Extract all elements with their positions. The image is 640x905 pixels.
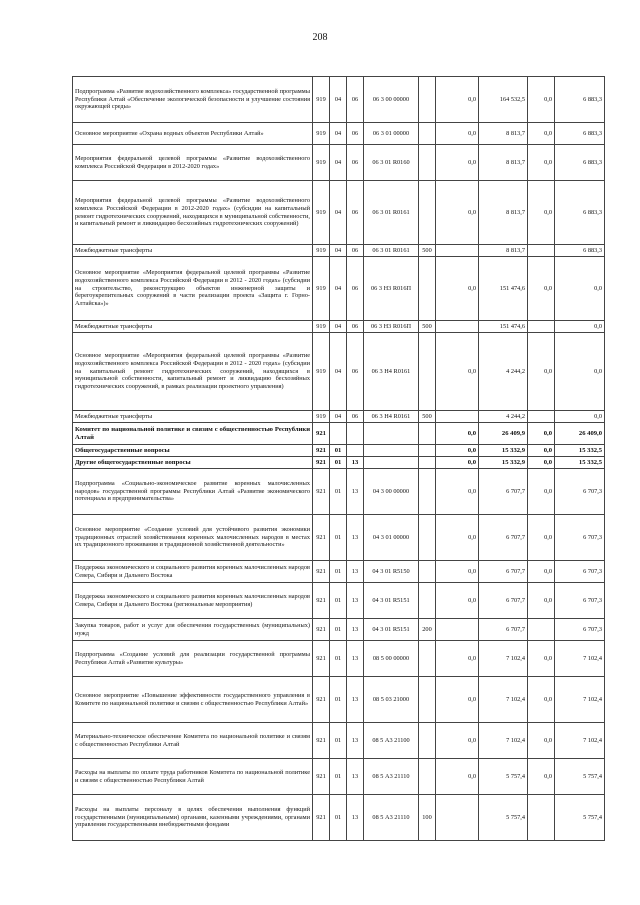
amount-col-4: 15 332,5 xyxy=(555,457,605,469)
amount-col-2: 26 409,9 xyxy=(479,423,528,445)
amount-col-1: 0,0 xyxy=(436,583,479,619)
amount-col-1: 0,0 xyxy=(436,123,479,145)
table-row xyxy=(73,181,605,245)
table-row xyxy=(73,245,605,257)
table-row xyxy=(73,515,605,561)
section-code: 04 xyxy=(330,257,347,321)
amount-col-4: 5 757,4 xyxy=(555,795,605,841)
budget-table xyxy=(72,76,605,841)
amount-col-2: 5 757,4 xyxy=(479,795,528,841)
grbs-code: 919 xyxy=(313,181,330,245)
expense-type-code xyxy=(419,677,436,723)
subsection-code: 13 xyxy=(347,469,364,515)
amount-col-3 xyxy=(528,411,555,423)
target-article-code: 06 3 Н3 R016П xyxy=(364,257,419,321)
amount-col-1: 0,0 xyxy=(436,759,479,795)
row-name: Межбюджетные трансферты xyxy=(73,321,313,333)
row-name: Общегосударственные вопросы xyxy=(73,445,313,457)
amount-col-4: 6 707,3 xyxy=(555,561,605,583)
expense-type-code xyxy=(419,423,436,445)
grbs-code: 921 xyxy=(313,795,330,841)
amount-col-1 xyxy=(436,795,479,841)
section-code: 01 xyxy=(330,515,347,561)
target-article-code: 08 5 03 21000 xyxy=(364,677,419,723)
amount-col-4: 5 757,4 xyxy=(555,759,605,795)
target-article-code: 06 3 01 00000 xyxy=(364,123,419,145)
target-article-code xyxy=(364,423,419,445)
row-name: Подпрограмма «Социально-экономическое развитие коренных малочисленных народов» государственной программы Республики Алтай «Развитие экономического потенциала и предпринимательства» xyxy=(73,469,313,515)
amount-col-2: 7 102,4 xyxy=(479,641,528,677)
amount-col-3: 0,0 xyxy=(528,723,555,759)
subsection-code: 13 xyxy=(347,561,364,583)
amount-col-1: 0,0 xyxy=(436,469,479,515)
amount-col-1: 0,0 xyxy=(436,515,479,561)
expense-type-code xyxy=(419,257,436,321)
row-name: Закупка товаров, работ и услуг для обеспечения государственных (муниципальных) нужд xyxy=(73,619,313,641)
amount-col-2: 15 332,9 xyxy=(479,457,528,469)
subsection-code: 06 xyxy=(347,333,364,411)
grbs-code: 921 xyxy=(313,619,330,641)
subsection-code: 13 xyxy=(347,619,364,641)
amount-col-2: 6 707,7 xyxy=(479,469,528,515)
amount-col-3: 0,0 xyxy=(528,423,555,445)
amount-col-4: 6 707,3 xyxy=(555,469,605,515)
section-code: 01 xyxy=(330,583,347,619)
grbs-code: 919 xyxy=(313,333,330,411)
section-code: 04 xyxy=(330,333,347,411)
amount-col-2: 8 813,7 xyxy=(479,245,528,257)
amount-col-3 xyxy=(528,245,555,257)
table-row xyxy=(73,411,605,423)
grbs-code: 921 xyxy=(313,561,330,583)
subsection-code: 13 xyxy=(347,583,364,619)
section-code: 01 xyxy=(330,619,347,641)
section-code: 04 xyxy=(330,77,347,123)
row-name: Основное мероприятие «Мероприятия федеральной целевой программы «Развитие водохозяйственного комплекса Российской Федерации в 2012 - 2020 годах» (субсидии на строительство, реконструкцию объектов инженерной защиты и берегоукрепительных сооружений в части реализации проекта «Защита г. Горно-Алтайска»)» xyxy=(73,257,313,321)
page-number: 208 xyxy=(312,32,328,43)
amount-col-2: 6 707,7 xyxy=(479,619,528,641)
amount-col-2: 6 707,7 xyxy=(479,515,528,561)
amount-col-4: 6 883,3 xyxy=(555,181,605,245)
amount-col-4: 26 409,0 xyxy=(555,423,605,445)
expense-type-code xyxy=(419,123,436,145)
subsection-code: 06 xyxy=(347,181,364,245)
amount-col-3: 0,0 xyxy=(528,583,555,619)
expense-type-code: 500 xyxy=(419,321,436,333)
table-row xyxy=(73,445,605,457)
amount-col-1: 0,0 xyxy=(436,445,479,457)
table-row xyxy=(73,641,605,677)
amount-col-3: 0,0 xyxy=(528,759,555,795)
grbs-code: 919 xyxy=(313,245,330,257)
grbs-code: 921 xyxy=(313,469,330,515)
amount-col-3: 0,0 xyxy=(528,677,555,723)
amount-col-4: 0,0 xyxy=(555,333,605,411)
target-article-code: 06 3 01 R0161 xyxy=(364,181,419,245)
subsection-code: 06 xyxy=(347,77,364,123)
expense-type-code: 100 xyxy=(419,795,436,841)
section-code: 04 xyxy=(330,181,347,245)
amount-col-3: 0,0 xyxy=(528,445,555,457)
amount-col-2: 4 244,2 xyxy=(479,411,528,423)
target-article-code xyxy=(364,445,419,457)
row-name: Мероприятия федеральной целевой программы «Развитие водохозяйственного комплекса Российской Федерации в 2012-2020 годах» (субсидии на капитальный ремонт гидротехнических сооружений, находящихся в муниципальной собственности, и капитальный ремонт и ликвидацию бесхозяйных гидротехнических сооружений) xyxy=(73,181,313,245)
subsection-code: 06 xyxy=(347,145,364,181)
amount-col-3 xyxy=(528,795,555,841)
grbs-code: 921 xyxy=(313,759,330,795)
table-row xyxy=(73,759,605,795)
amount-col-2: 8 813,7 xyxy=(479,181,528,245)
amount-col-1: 0,0 xyxy=(436,333,479,411)
amount-col-2: 5 757,4 xyxy=(479,759,528,795)
amount-col-1: 0,0 xyxy=(436,77,479,123)
row-name: Поддержка экономического и социального развития коренных малочисленных народов Севера, Сибири и Дальнего Востока xyxy=(73,561,313,583)
grbs-code: 921 xyxy=(313,583,330,619)
table-row xyxy=(73,619,605,641)
grbs-code: 919 xyxy=(313,123,330,145)
amount-col-2: 151 474,6 xyxy=(479,321,528,333)
amount-col-3: 0,0 xyxy=(528,257,555,321)
row-name: Основное мероприятие «Мероприятия федеральной целевой программы «Развитие водохозяйственного комплекса Российской Федерации в 2012 - 2020 годах» (субсидии на капитальный ремонт гидротехнических сооружений, находящихся в муниципальной собственности, капитальный ремонт и ликвидацию бесхозяйных гидротехнических сооружений, в рамках реализации проектного управления) xyxy=(73,333,313,411)
target-article-code: 08 5 А3 21110 xyxy=(364,759,419,795)
expense-type-code xyxy=(419,723,436,759)
subsection-code: 06 xyxy=(347,257,364,321)
row-name: Основное мероприятие «Повышение эффективности государственного управления в Комитете по национальной политике и связям с общественностью Республики Алтай» xyxy=(73,677,313,723)
expense-type-code xyxy=(419,469,436,515)
section-code: 01 xyxy=(330,677,347,723)
table-row xyxy=(73,321,605,333)
grbs-code: 919 xyxy=(313,145,330,181)
subsection-code: 13 xyxy=(347,723,364,759)
amount-col-3: 0,0 xyxy=(528,469,555,515)
row-name: Межбюджетные трансферты xyxy=(73,245,313,257)
amount-col-1 xyxy=(436,321,479,333)
target-article-code: 08 5 А3 21100 xyxy=(364,723,419,759)
subsection-code: 13 xyxy=(347,457,364,469)
target-article-code: 06 3 00 00000 xyxy=(364,77,419,123)
target-article-code xyxy=(364,457,419,469)
section-code xyxy=(330,423,347,445)
amount-col-1: 0,0 xyxy=(436,423,479,445)
target-article-code: 06 3 01 R0161 xyxy=(364,245,419,257)
section-code: 01 xyxy=(330,469,347,515)
amount-col-3: 0,0 xyxy=(528,145,555,181)
table-row xyxy=(73,333,605,411)
subsection-code: 06 xyxy=(347,321,364,333)
expense-type-code xyxy=(419,515,436,561)
section-code: 01 xyxy=(330,759,347,795)
amount-col-1: 0,0 xyxy=(436,641,479,677)
table-row xyxy=(73,561,605,583)
row-name: Межбюджетные трансферты xyxy=(73,411,313,423)
amount-col-1: 0,0 xyxy=(436,561,479,583)
table-row xyxy=(73,795,605,841)
target-article-code: 06 3 01 R0160 xyxy=(364,145,419,181)
section-code: 01 xyxy=(330,445,347,457)
amount-col-3: 0,0 xyxy=(528,77,555,123)
amount-col-3: 0,0 xyxy=(528,123,555,145)
table-row xyxy=(73,123,605,145)
section-code: 01 xyxy=(330,795,347,841)
row-name: Подпрограмма «Создание условий для реализации государственной программы Республики Алтай «Развитие культуры» xyxy=(73,641,313,677)
section-code: 01 xyxy=(330,457,347,469)
section-code: 04 xyxy=(330,321,347,333)
amount-col-4: 0,0 xyxy=(555,257,605,321)
amount-col-2: 15 332,9 xyxy=(479,445,528,457)
amount-col-4: 6 883,3 xyxy=(555,123,605,145)
target-article-code: 04 3 00 00000 xyxy=(364,469,419,515)
table-row xyxy=(73,583,605,619)
amount-col-4: 0,0 xyxy=(555,411,605,423)
amount-col-2: 6 707,7 xyxy=(479,561,528,583)
row-name: Расходы на выплаты персоналу в целях обеспечения выполнения функций государственными (муниципальными) органами, казенными учреждениями, органами управления государственными внебюджетными фондами xyxy=(73,795,313,841)
section-code: 01 xyxy=(330,561,347,583)
target-article-code: 04 3 01 R5151 xyxy=(364,583,419,619)
table-row xyxy=(73,423,605,445)
amount-col-4: 15 332,5 xyxy=(555,445,605,457)
expense-type-code xyxy=(419,181,436,245)
section-code: 04 xyxy=(330,123,347,145)
target-article-code: 04 3 01 00000 xyxy=(364,515,419,561)
amount-col-4: 6 707,3 xyxy=(555,619,605,641)
amount-col-3 xyxy=(528,619,555,641)
expense-type-code: 200 xyxy=(419,619,436,641)
row-name: Другие общегосударственные вопросы xyxy=(73,457,313,469)
expense-type-code xyxy=(419,333,436,411)
expense-type-code xyxy=(419,445,436,457)
amount-col-1: 0,0 xyxy=(436,145,479,181)
grbs-code: 921 xyxy=(313,723,330,759)
table-row xyxy=(73,723,605,759)
subsection-code: 06 xyxy=(347,123,364,145)
expense-type-code xyxy=(419,583,436,619)
amount-col-4: 6 883,3 xyxy=(555,145,605,181)
amount-col-1 xyxy=(436,619,479,641)
subsection-code xyxy=(347,445,364,457)
amount-col-2: 4 244,2 xyxy=(479,333,528,411)
row-name: Материально-техническое обеспечение Комитета по национальной политике и связям с общественностью Республики Алтай xyxy=(73,723,313,759)
grbs-code: 921 xyxy=(313,641,330,677)
grbs-code: 921 xyxy=(313,423,330,445)
amount-col-4: 7 102,4 xyxy=(555,723,605,759)
grbs-code: 921 xyxy=(313,677,330,723)
expense-type-code xyxy=(419,561,436,583)
subsection-code: 06 xyxy=(347,245,364,257)
amount-col-1 xyxy=(436,411,479,423)
grbs-code: 919 xyxy=(313,411,330,423)
amount-col-1: 0,0 xyxy=(436,457,479,469)
section-code: 04 xyxy=(330,411,347,423)
grbs-code: 921 xyxy=(313,445,330,457)
target-article-code: 06 3 Н4 R0161 xyxy=(364,411,419,423)
subsection-code: 13 xyxy=(347,641,364,677)
amount-col-2: 8 813,7 xyxy=(479,123,528,145)
amount-col-4: 6 707,3 xyxy=(555,515,605,561)
amount-col-2: 7 102,4 xyxy=(479,677,528,723)
subsection-code: 13 xyxy=(347,677,364,723)
amount-col-3: 0,0 xyxy=(528,515,555,561)
amount-col-1: 0,0 xyxy=(436,257,479,321)
section-code: 01 xyxy=(330,723,347,759)
target-article-code: 04 3 01 R5150 xyxy=(364,561,419,583)
grbs-code: 921 xyxy=(313,515,330,561)
amount-col-4: 7 102,4 xyxy=(555,677,605,723)
amount-col-3: 0,0 xyxy=(528,333,555,411)
expense-type-code xyxy=(419,759,436,795)
expense-type-code xyxy=(419,145,436,181)
amount-col-4: 7 102,4 xyxy=(555,641,605,677)
row-name: Расходы на выплаты по оплате труда работников Комитета по национальной политике и связям с общественностью Республики Алтай xyxy=(73,759,313,795)
table-row xyxy=(73,457,605,469)
subsection-code: 13 xyxy=(347,515,364,561)
row-name: Основное мероприятие «Охрана водных объектов Республики Алтай» xyxy=(73,123,313,145)
amount-col-2: 164 532,5 xyxy=(479,77,528,123)
subsection-code: 13 xyxy=(347,759,364,795)
expense-type-code xyxy=(419,457,436,469)
amount-col-4: 6 707,3 xyxy=(555,583,605,619)
table-row xyxy=(73,677,605,723)
expense-type-code xyxy=(419,77,436,123)
amount-col-3 xyxy=(528,321,555,333)
row-name: Основное мероприятие «Создание условий для устойчивого развития экономики традиционных отраслей хозяйствования коренных малочисленных народов в местах их традиционного проживания и традиционной хозяйственной деятельности» xyxy=(73,515,313,561)
amount-col-1: 0,0 xyxy=(436,181,479,245)
table-row xyxy=(73,257,605,321)
amount-col-2: 6 707,7 xyxy=(479,583,528,619)
row-name: Комитет по национальной политике и связям с общественностью Республики Алтай xyxy=(73,423,313,445)
amount-col-2: 8 813,7 xyxy=(479,145,528,181)
amount-col-3: 0,0 xyxy=(528,641,555,677)
grbs-code: 919 xyxy=(313,77,330,123)
section-code: 01 xyxy=(330,641,347,677)
subsection-code xyxy=(347,423,364,445)
table-row xyxy=(73,469,605,515)
grbs-code: 919 xyxy=(313,257,330,321)
grbs-code: 919 xyxy=(313,321,330,333)
row-name: Мероприятия федеральной целевой программы «Развитие водохозяйственного комплекса Российской Федерации в 2012-2020 годах» xyxy=(73,145,313,181)
amount-col-1 xyxy=(436,245,479,257)
amount-col-3: 0,0 xyxy=(528,561,555,583)
subsection-code: 13 xyxy=(347,795,364,841)
table-row xyxy=(73,145,605,181)
target-article-code: 08 5 А3 21110 xyxy=(364,795,419,841)
section-code: 04 xyxy=(330,145,347,181)
amount-col-2: 151 474,6 xyxy=(479,257,528,321)
amount-col-4: 6 883,3 xyxy=(555,77,605,123)
target-article-code: 04 3 01 R5151 xyxy=(364,619,419,641)
amount-col-2: 7 102,4 xyxy=(479,723,528,759)
expense-type-code: 500 xyxy=(419,411,436,423)
amount-col-4: 0,0 xyxy=(555,321,605,333)
subsection-code: 06 xyxy=(347,411,364,423)
target-article-code: 08 5 00 00000 xyxy=(364,641,419,677)
row-name: Поддержка экономического и социального развития коренных малочисленных народов Севера, Сибири и Дальнего Востока (региональные мероприятия) xyxy=(73,583,313,619)
expense-type-code: 500 xyxy=(419,245,436,257)
target-article-code: 06 3 Н3 R016П xyxy=(364,321,419,333)
target-article-code: 06 3 Н4 R0161 xyxy=(364,333,419,411)
amount-col-4: 6 883,3 xyxy=(555,245,605,257)
grbs-code: 921 xyxy=(313,457,330,469)
section-code: 04 xyxy=(330,245,347,257)
amount-col-1: 0,0 xyxy=(436,723,479,759)
amount-col-1: 0,0 xyxy=(436,677,479,723)
amount-col-3: 0,0 xyxy=(528,181,555,245)
table-row xyxy=(73,77,605,123)
row-name: Подпрограмма «Развитие водохозяйственного комплекса» государственной программы Республики Алтай «Обеспечение экологической безопасности и улучшение состояния окружающей среды» xyxy=(73,77,313,123)
amount-col-3: 0,0 xyxy=(528,457,555,469)
expense-type-code xyxy=(419,641,436,677)
